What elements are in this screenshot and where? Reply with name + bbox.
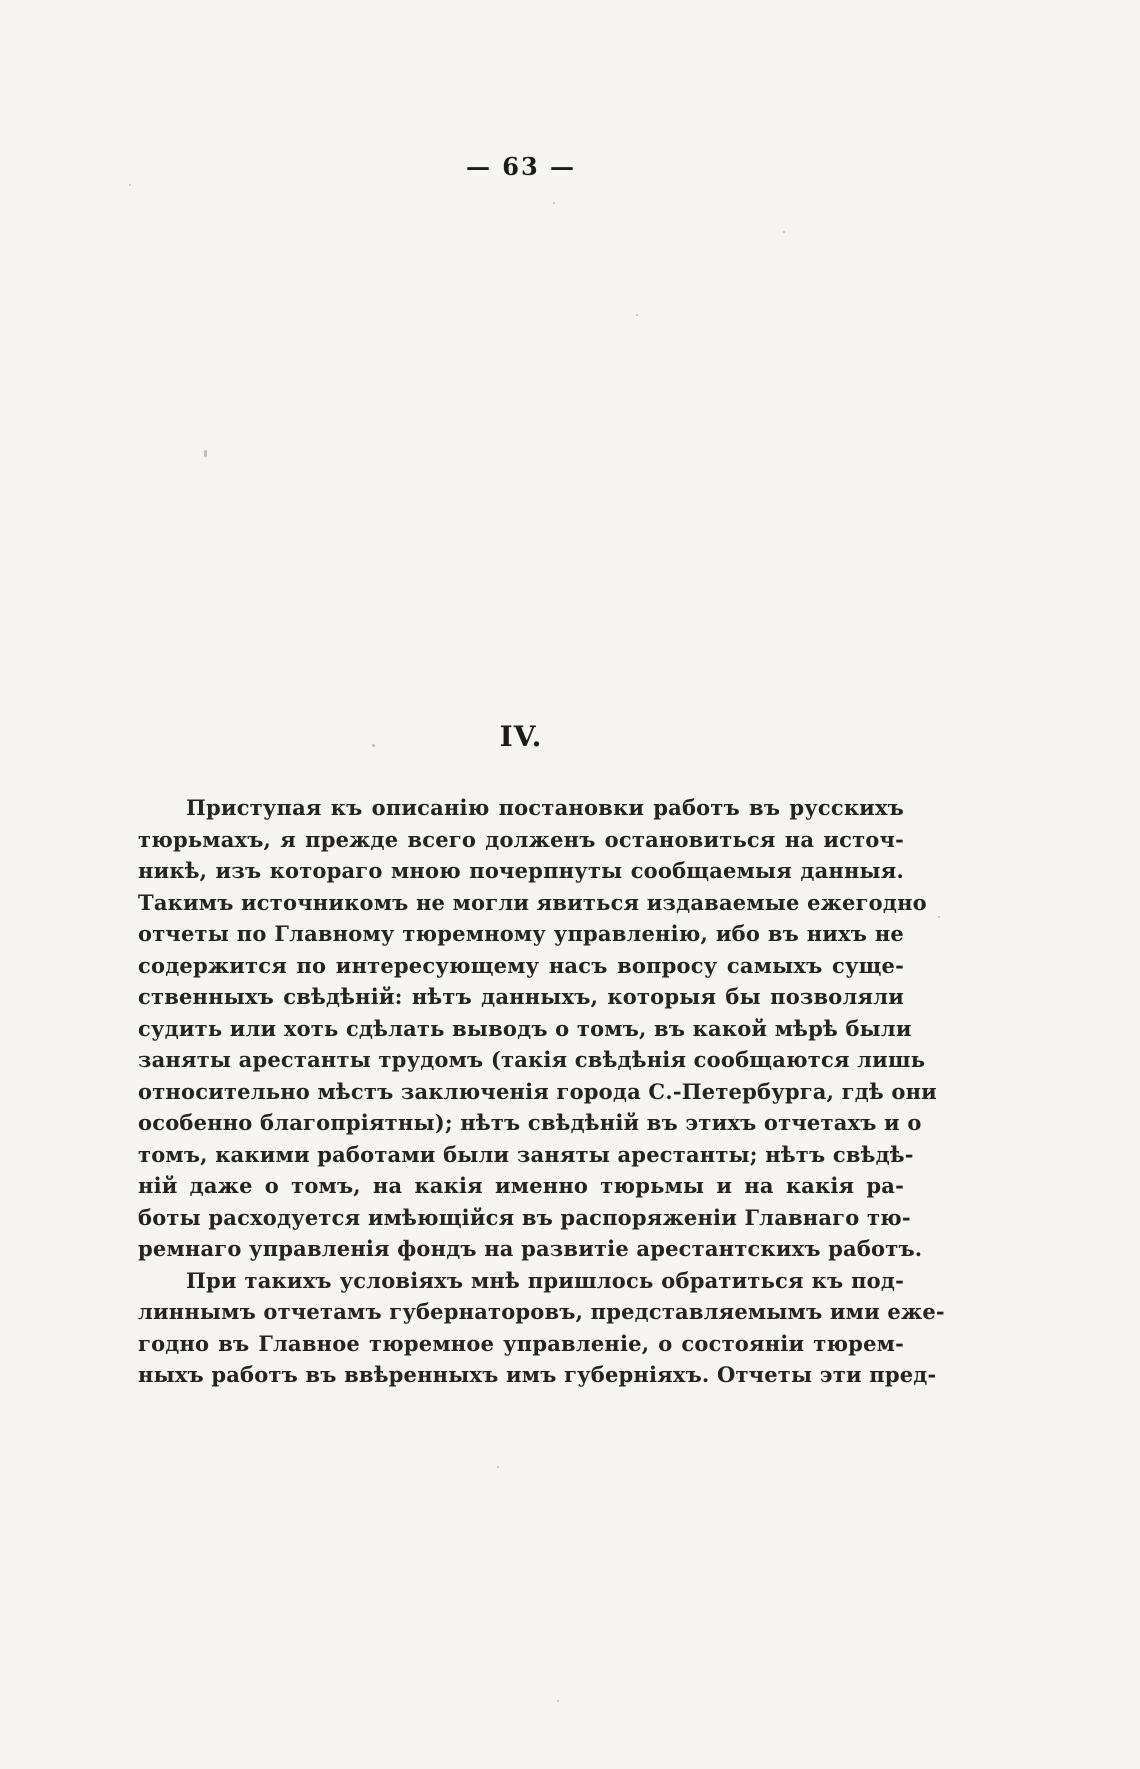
page-content	[138, 0, 945, 1769]
text-line: ремнаго управленія фондъ на развитіе арестантскихъ работъ.	[138, 1236, 923, 1261]
page-number: — 63 —	[465, 152, 577, 181]
text-line: ственныхъ свѣдѣній: нѣтъ данныхъ, которыя бы позволяли	[138, 984, 904, 1009]
section-heading: IV.	[499, 720, 543, 753]
text-line: боты расходуется имѣющійся въ распоряженіи Главнаго тю-	[138, 1204, 911, 1230]
text-line: Приступая къ описанію постановки работъ въ русскихъ	[186, 795, 904, 820]
text-line: томъ, какими работами были заняты арестанты; нѣтъ свѣдѣ-	[138, 1141, 914, 1167]
text-line: Такимъ источникомъ не могли явиться издаваемые ежегодно	[138, 889, 927, 915]
text-line: никѣ, изъ котораго мною почерпнуты сообщаемыя данныя.	[138, 858, 904, 883]
text-line: При такихъ условіяхъ мнѣ пришлось обратиться къ под-	[186, 1267, 904, 1293]
text-line: относительно мѣстъ заключенія города С.-Петербурга, гдѣ они	[138, 1078, 937, 1104]
text-line: тюрьмахъ, я прежде всего долженъ остановиться на источ-	[138, 826, 904, 852]
text-line: ныхъ работъ въ ввѣренныхъ имъ губерніяхъ. Отчеты эти пред-	[138, 1362, 937, 1387]
text-line: линнымъ отчетамъ губернаторовъ, представляемымъ ими еже-	[138, 1299, 945, 1324]
body-text	[138, 792, 945, 1391]
text-line: особенно благопріятны); нѣтъ свѣдѣній въ этихъ отчетахъ и о	[138, 1110, 922, 1135]
scan-speck	[938, 916, 940, 918]
text-line: ній даже о томъ, на какія именно тюрьмы и на какія ра-	[138, 1173, 904, 1198]
text-line: содержится по интересующему насъ вопросу самыхъ суще-	[138, 952, 904, 978]
paragraph	[138, 1265, 945, 1391]
text-line: судить или хоть сдѣлать выводъ о томъ, въ какой мѣрѣ были	[138, 1015, 912, 1041]
scan-speck	[129, 184, 131, 186]
text-line: отчеты по Главному тюремному управленію, ибо въ нихъ не	[138, 921, 904, 946]
paragraph	[138, 792, 937, 1265]
text-line: заняты арестанты трудомъ (такія свѣдѣнія сообщаются лишь	[138, 1047, 926, 1072]
text-line: годно въ Главное тюремное управленіе, о состояніи тюрем-	[138, 1330, 904, 1356]
